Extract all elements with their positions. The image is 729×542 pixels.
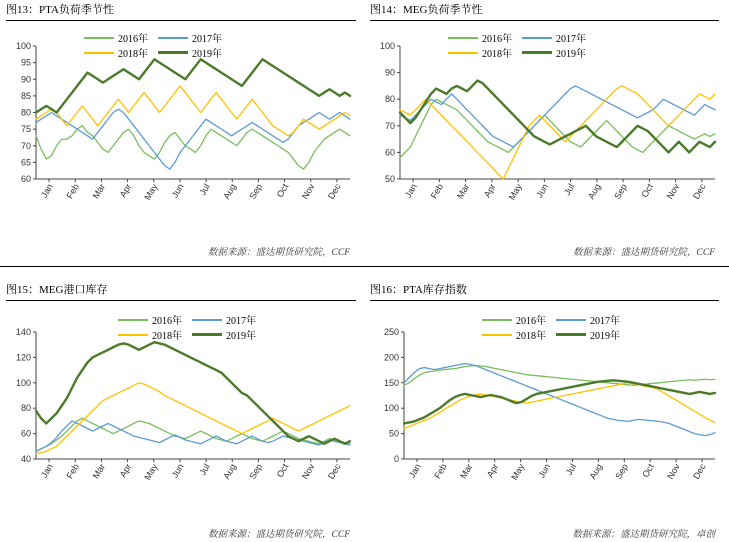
svg-text:Feb: Feb [64,182,81,201]
svg-text:Apr: Apr [117,182,134,200]
chart-meg-port-inventory [0,298,364,503]
svg-text:100: 100 [383,403,399,414]
svg-text:Aug: Aug [221,462,238,481]
svg-text:Jan: Jan [38,182,55,200]
chart-legend [84,30,232,60]
svg-text:Feb: Feb [64,462,81,481]
legend-item [448,45,512,60]
legend-item [556,327,620,342]
svg-text:Mar: Mar [454,182,472,201]
legend-swatch [158,37,188,39]
legend-swatch [84,52,114,54]
legend-swatch [192,333,222,336]
legend-item [84,45,148,60]
legend-item [192,312,256,327]
svg-text:60: 60 [20,428,31,439]
svg-text:85: 85 [20,90,31,101]
svg-text:Jun: Jun [536,462,553,480]
legend-label: 2018年 [152,331,182,342]
svg-text:Oct: Oct [639,182,656,200]
svg-text:Dec: Dec [325,182,343,201]
svg-text:80: 80 [20,107,31,118]
series-line-2016年 [400,99,715,158]
svg-text:Dec: Dec [690,182,708,201]
svg-text:Nov: Nov [299,182,317,201]
svg-text:Mar: Mar [90,182,108,201]
legend-item [192,327,256,342]
svg-text:May: May [506,182,524,202]
svg-text:Aug: Aug [585,182,603,201]
page-title: 图13：PTA负荷季节性 [6,4,114,16]
svg-text:200: 200 [383,352,399,363]
legend-item [482,312,546,327]
svg-text:Sep: Sep [247,182,265,201]
svg-text:May: May [142,462,160,482]
svg-text:Oct: Oct [274,182,291,200]
svg-text:150: 150 [383,377,399,388]
series-line-2016年 [36,418,350,451]
legend-item [482,327,546,342]
source-note: 数据来源：盛达期货研究院，CCF [208,530,350,540]
legend-label: 2018年 [516,331,546,342]
legend-swatch [556,319,586,321]
svg-text:Dec: Dec [325,462,343,481]
legend-label: 2019年 [590,331,620,342]
svg-text:Apr: Apr [484,462,501,480]
svg-text:Jul: Jul [561,182,577,197]
svg-text:250: 250 [383,327,399,337]
legend-item [158,30,222,45]
legend-swatch [118,319,148,321]
panel-pta-load-seasonality [0,0,364,266]
svg-text:Jun: Jun [169,462,186,480]
legend-swatch [84,37,114,39]
legend-item [158,45,222,60]
svg-text:Dec: Dec [691,462,708,481]
svg-text:Sep: Sep [612,182,629,201]
svg-text:40: 40 [20,454,31,464]
svg-text:Sep: Sep [613,462,631,481]
svg-text:Jul: Jul [197,462,212,477]
svg-text:75: 75 [20,124,31,135]
svg-text:Feb: Feb [432,462,449,481]
svg-text:Jul: Jul [197,182,212,197]
svg-text:May: May [142,182,160,202]
svg-text:60: 60 [20,174,31,184]
svg-text:Nov: Nov [299,462,317,481]
svg-text:Jan: Jan [38,462,55,480]
chart-meg-load-seasonality [364,18,729,223]
legend-item [118,327,182,342]
legend-label: 2017年 [590,316,620,327]
legend-swatch [482,334,512,336]
svg-text:Oct: Oct [640,462,656,480]
svg-text:140: 140 [15,327,31,337]
legend-swatch [158,51,188,54]
svg-text:60: 60 [384,147,395,158]
svg-text:Nov: Nov [664,182,682,201]
legend-swatch [448,52,478,54]
svg-text:Jul: Jul [563,462,579,477]
series-line-2017年 [36,109,350,169]
legend-label: 2019年 [192,49,222,60]
svg-text:90: 90 [20,74,31,85]
svg-text:120: 120 [15,352,31,363]
series-line-2019年 [404,380,715,423]
svg-text:Mar: Mar [458,462,475,481]
chart-pta-load-seasonality [0,18,364,223]
legend-label: 2016年 [482,34,512,45]
svg-text:70: 70 [20,140,31,151]
svg-text:Jun: Jun [534,182,551,200]
legend-swatch [448,37,478,39]
legend-label: 2017年 [192,34,222,45]
series-line-2019年 [400,81,715,153]
source-note: 数据来源：盛达期货研究院，CCF [208,248,350,258]
svg-text:Feb: Feb [428,182,446,201]
chart-legend [482,312,630,342]
series-line-2018年 [36,86,350,136]
svg-text:80: 80 [384,94,395,105]
svg-text:80: 80 [20,403,31,414]
svg-text:Jun: Jun [169,182,186,200]
svg-text:Mar: Mar [90,462,108,481]
chart-legend [448,30,596,60]
svg-text:70: 70 [384,120,395,131]
legend-item [448,30,512,45]
svg-text:100: 100 [15,41,31,51]
svg-text:Apr: Apr [481,182,498,200]
legend-label: 2019年 [226,331,256,342]
legend-swatch [192,319,222,321]
series-line-2018年 [400,86,715,179]
legend-item [522,30,586,45]
legend-swatch [118,334,148,336]
legend-label: 2016年 [152,316,182,327]
panel-meg-load-seasonality [364,0,729,266]
svg-text:May: May [509,462,527,482]
legend-label: 2018年 [118,49,148,60]
svg-text:100: 100 [379,41,395,51]
legend-item [118,312,182,327]
svg-text:Jan: Jan [402,182,419,200]
chart-pta-inventory-index [364,298,729,503]
page-title: 图15：MEG港口库存 [6,284,108,296]
series-line-2017年 [400,86,715,147]
legend-swatch [522,51,552,54]
legend-item [84,30,148,45]
svg-text:95: 95 [20,57,31,68]
source-note: 数据来源：盛达期货研究院，卓创 [572,530,715,540]
legend-label: 2017年 [556,34,586,45]
page-title: 图16：PTA库存指数 [370,284,467,296]
svg-text:Aug: Aug [221,182,238,201]
svg-text:Oct: Oct [274,462,291,480]
svg-text:Nov: Nov [665,462,682,481]
page-title: 图14：MEG负荷季节性 [370,4,483,16]
svg-text:65: 65 [20,157,31,168]
chart-legend [118,312,266,342]
series-line-2016年 [404,366,715,386]
svg-text:0: 0 [393,454,399,464]
svg-text:90: 90 [384,67,395,78]
legend-swatch [522,37,552,39]
legend-label: 2016年 [516,316,546,327]
legend-swatch [556,333,586,336]
legend-item [556,312,620,327]
series-line-2019年 [36,59,350,112]
svg-text:50: 50 [384,174,395,184]
legend-label: 2019年 [556,49,586,60]
svg-text:50: 50 [388,428,399,439]
svg-text:Jan: Jan [406,462,423,480]
panel-pta-inventory-index [364,280,729,542]
svg-text:Apr: Apr [117,462,134,480]
source-note: 数据来源：盛达期货研究院，CCF [573,248,715,258]
svg-text:Sep: Sep [247,462,265,481]
horizontal-divider [0,266,729,267]
legend-label: 2018年 [482,49,512,60]
legend-item [522,45,586,60]
panel-meg-port-inventory [0,280,364,542]
legend-label: 2017年 [226,316,256,327]
svg-text:100: 100 [15,377,31,388]
series-line-2017年 [36,421,350,451]
legend-swatch [482,319,512,321]
legend-label: 2016年 [118,34,148,45]
svg-text:Aug: Aug [587,462,605,481]
